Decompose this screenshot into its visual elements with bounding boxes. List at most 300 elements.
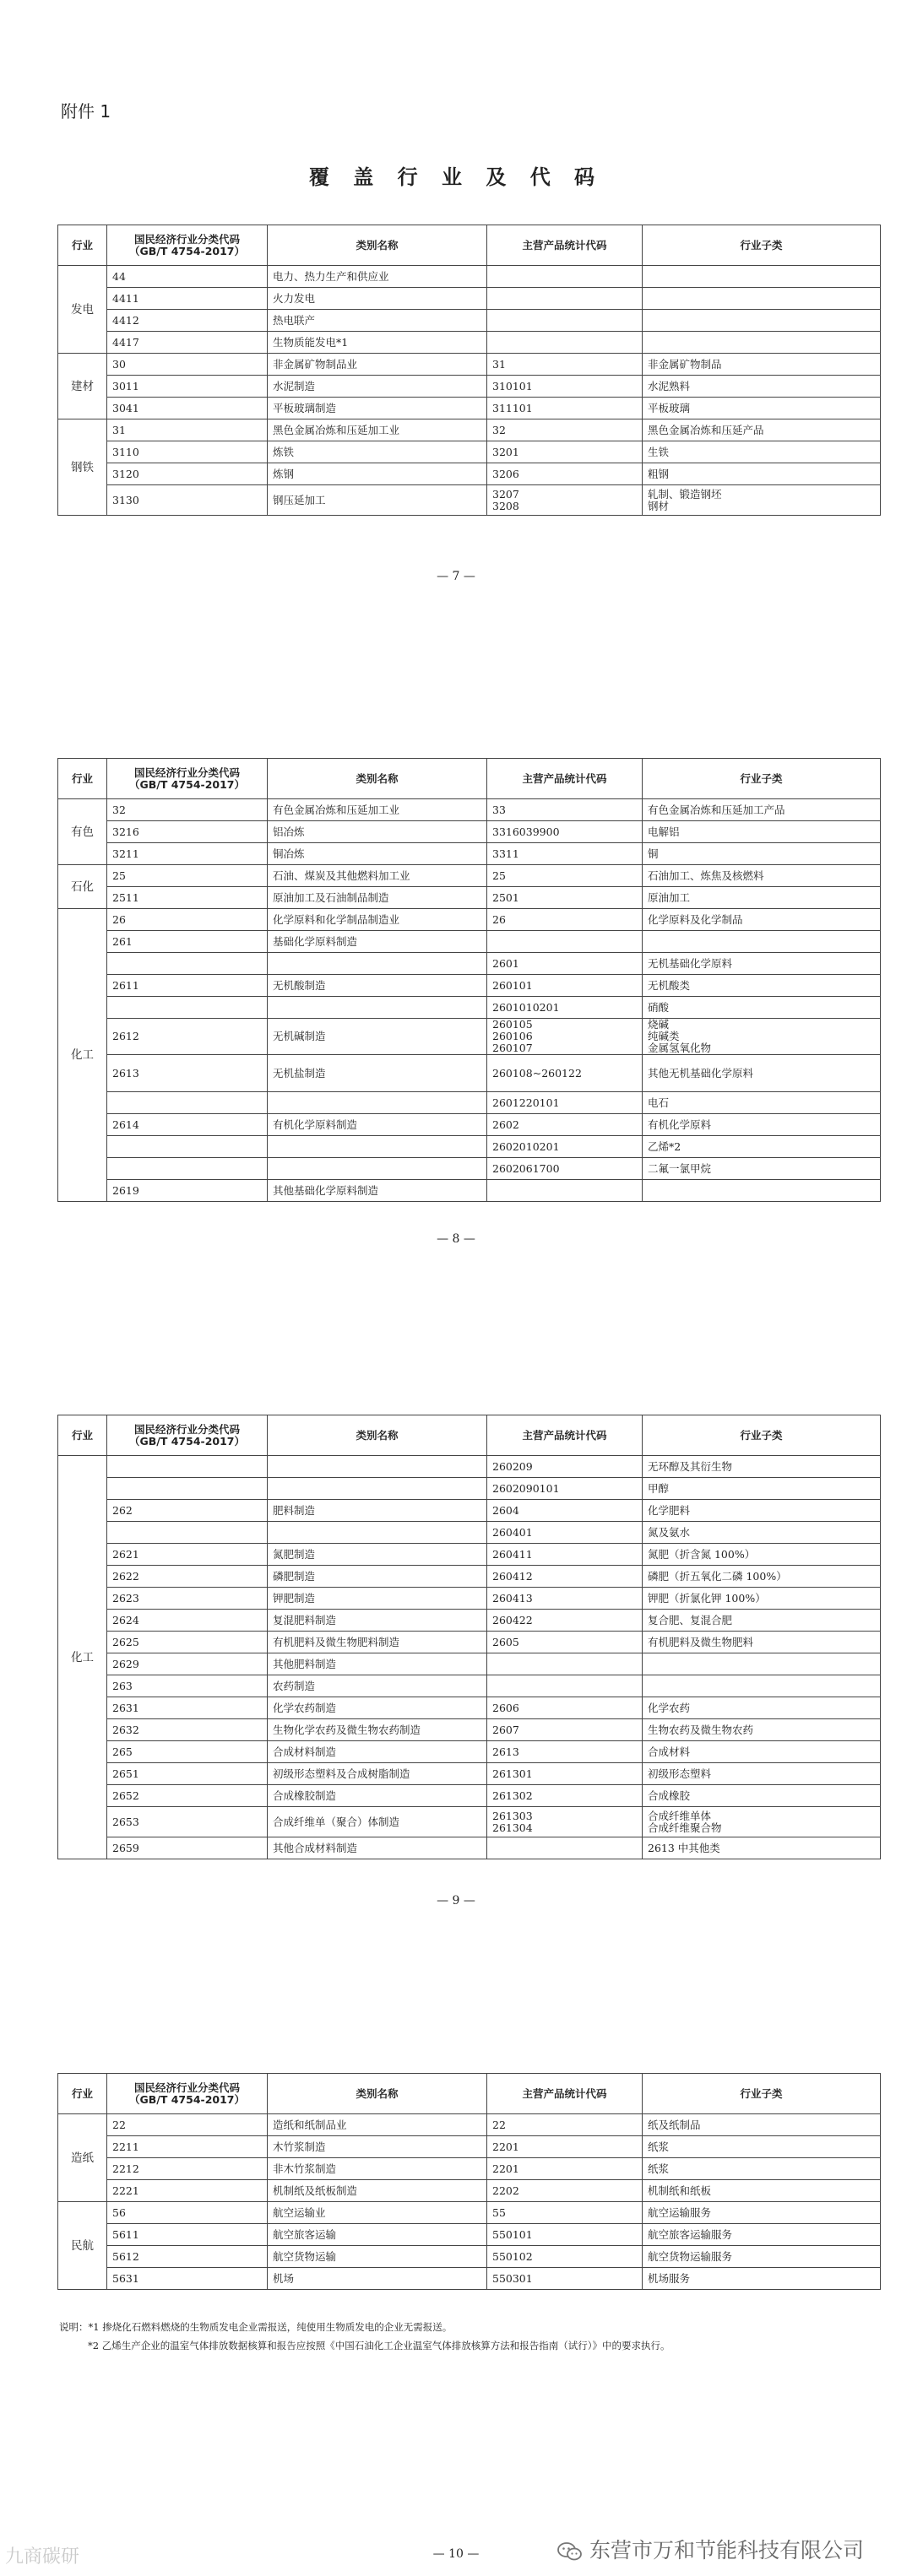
category-name-cell: 航空运输业	[268, 2202, 487, 2224]
header-stat: 主营产品统计代码	[487, 759, 643, 799]
note-1: 说明：*1 掺烧化石燃料燃烧的生物质发电企业需报送，纯使用生物质发电的企业无需报送。	[59, 2321, 453, 2333]
code-cell	[107, 953, 268, 975]
code-cell: 3011	[107, 376, 268, 398]
category-name-cell: 原油加工及石油制品制造	[268, 887, 487, 909]
subcategory-cell	[643, 1653, 881, 1675]
code-cell	[107, 1478, 268, 1500]
code-cell: 2623	[107, 1588, 268, 1610]
subcategory-cell: 航空运输服务	[643, 2202, 881, 2224]
document-title: 覆 盖 行 业 及 代 码	[308, 165, 604, 189]
code-cell: 2622	[107, 1566, 268, 1588]
table-row	[58, 2158, 881, 2180]
code-cell	[107, 1136, 268, 1158]
code-cell: 3130	[107, 485, 268, 516]
header-sub: 行业子类	[643, 1415, 881, 1456]
table-row	[58, 2180, 881, 2202]
category-name-cell: 非金属矿物制品业	[268, 354, 487, 376]
table-row	[58, 1807, 881, 1837]
industry-cell: 石化	[58, 865, 107, 909]
category-name-cell: 无机碱制造	[268, 1019, 487, 1055]
subcategory-cell: 有机肥料及微生物肥料	[643, 1632, 881, 1653]
stat-code-cell: 311101	[487, 398, 643, 419]
table-row	[58, 1632, 881, 1653]
stat-code-cell: 261302	[487, 1785, 643, 1807]
category-name-cell: 石油、煤炭及其他燃料加工业	[268, 865, 487, 887]
table-row	[58, 799, 881, 821]
table-row	[58, 843, 881, 865]
category-name-cell: 化学原料和化学制品制造业	[268, 909, 487, 931]
subcategory-cell: 其他无机基础化学原料	[643, 1055, 881, 1092]
code-cell: 4417	[107, 332, 268, 354]
category-name-cell: 电力、热力生产和供应业	[268, 266, 487, 288]
category-name-cell	[268, 1136, 487, 1158]
stat-code-cell: 33	[487, 799, 643, 821]
code-cell: 2621	[107, 1544, 268, 1566]
stat-code-cell: 32	[487, 419, 643, 441]
category-name-cell: 炼钢	[268, 463, 487, 485]
header-code	[107, 759, 268, 799]
table-row	[58, 2136, 881, 2158]
stat-code-cell: 260209	[487, 1456, 643, 1478]
watermark-company: 东营市万和节能科技有限公司	[589, 2538, 865, 2562]
header-industry: 行业	[58, 1415, 107, 1456]
subcategory-cell	[643, 310, 881, 332]
table-header-row	[58, 225, 881, 266]
industry-table-page-8	[57, 758, 881, 1202]
subcategory-cell: 合成纤维单体 合成纤维聚合物	[643, 1807, 881, 1837]
subcategory-cell: 烧碱 纯碱类 金属氢氧化物	[643, 1019, 881, 1055]
category-name-cell	[268, 1456, 487, 1478]
code-cell: 56	[107, 2202, 268, 2224]
annex-label: 附件 1	[61, 101, 111, 122]
stat-code-cell: 3316039900	[487, 821, 643, 843]
subcategory-cell: 氮及氨水	[643, 1522, 881, 1544]
stat-code-cell	[487, 288, 643, 310]
code-cell: 2613	[107, 1055, 268, 1092]
category-name-cell: 炼铁	[268, 441, 487, 463]
table-row	[58, 1610, 881, 1632]
notes	[59, 2318, 887, 2355]
subcategory-cell: 纸及纸制品	[643, 2114, 881, 2136]
stat-code-cell: 2607	[487, 1719, 643, 1741]
subcategory-cell: 磷肥（折五氧化二磷 100%）	[643, 1566, 881, 1588]
stat-code-cell: 55	[487, 2202, 643, 2224]
code-cell: 3110	[107, 441, 268, 463]
stat-code-cell	[487, 310, 643, 332]
subcategory-cell	[643, 288, 881, 310]
category-name-cell: 钢压延加工	[268, 485, 487, 516]
table-row	[58, 2114, 881, 2136]
category-name-cell: 无机酸制造	[268, 975, 487, 997]
code-cell	[107, 1092, 268, 1114]
category-name-cell: 合成纤维单（聚合）体制造	[268, 1807, 487, 1837]
stat-code-cell	[487, 1653, 643, 1675]
category-name-cell: 复混肥料制造	[268, 1610, 487, 1632]
category-name-cell: 初级形态塑料及合成树脂制造	[268, 1763, 487, 1785]
subcategory-cell: 粗钢	[643, 463, 881, 485]
subcategory-cell: 有机化学原料	[643, 1114, 881, 1136]
table-row	[58, 1114, 881, 1136]
category-name-cell: 航空旅客运输	[268, 2224, 487, 2246]
category-name-cell: 平板玻璃制造	[268, 398, 487, 419]
table-row	[58, 2202, 881, 2224]
code-cell: 44	[107, 266, 268, 288]
code-cell: 2631	[107, 1697, 268, 1719]
industry-cell: 发电	[58, 266, 107, 354]
category-name-cell: 有机化学原料制造	[268, 1114, 487, 1136]
code-cell: 2614	[107, 1114, 268, 1136]
subcategory-cell: 电解铝	[643, 821, 881, 843]
table-row	[58, 1785, 881, 1807]
stat-code-cell: 550102	[487, 2246, 643, 2268]
subcategory-cell: 石油加工、炼焦及核燃料	[643, 865, 881, 887]
table-header-row	[58, 1415, 881, 1456]
stat-code-cell: 2601220101	[487, 1092, 643, 1114]
table-row	[58, 953, 881, 975]
code-cell: 4411	[107, 288, 268, 310]
table-row	[58, 1456, 881, 1478]
subcategory-cell: 钾肥（折氯化钾 100%）	[643, 1588, 881, 1610]
code-cell	[107, 1522, 268, 1544]
table-row	[58, 1763, 881, 1785]
code-cell: 4412	[107, 310, 268, 332]
code-cell: 2212	[107, 2158, 268, 2180]
table-row	[58, 2224, 881, 2246]
subcategory-cell: 平板玻璃	[643, 398, 881, 419]
table-row	[58, 1092, 881, 1114]
code-cell: 2619	[107, 1180, 268, 1202]
subcategory-cell: 合成橡胶	[643, 1785, 881, 1807]
category-name-cell: 生物化学农药及微生物农药制造	[268, 1719, 487, 1741]
stat-code-cell	[487, 1675, 643, 1697]
table-row	[58, 1180, 881, 1202]
code-cell: 26	[107, 909, 268, 931]
stat-code-cell: 260413	[487, 1588, 643, 1610]
industry-cell: 化工	[58, 909, 107, 1202]
category-name-cell	[268, 1478, 487, 1500]
code-cell: 2652	[107, 1785, 268, 1807]
table-header-row	[58, 759, 881, 799]
header-code-line2: （GB/T 4754-2017）	[129, 244, 245, 257]
table-row	[58, 332, 881, 354]
category-name-cell	[268, 1092, 487, 1114]
code-cell: 262	[107, 1500, 268, 1522]
code-cell: 2629	[107, 1653, 268, 1675]
category-name-cell: 合成材料制造	[268, 1741, 487, 1763]
subcategory-cell: 航空旅客运输服务	[643, 2224, 881, 2246]
code-cell: 30	[107, 354, 268, 376]
stat-code-cell: 3201	[487, 441, 643, 463]
stat-code-cell	[487, 931, 643, 953]
watermark-left: 九商碳研	[5, 2546, 80, 2568]
table-row	[58, 1837, 881, 1859]
header-code-line2: （GB/T 4754-2017）	[129, 777, 245, 791]
table-row	[58, 1544, 881, 1566]
stat-code-cell	[487, 266, 643, 288]
category-name-cell: 黑色金属冶炼和压延加工业	[268, 419, 487, 441]
stat-code-cell: 550301	[487, 2268, 643, 2290]
table-row	[58, 1719, 881, 1741]
table-row	[58, 1500, 881, 1522]
subcategory-cell: 无机基础化学原料	[643, 953, 881, 975]
table-row	[58, 1055, 881, 1092]
subcategory-cell	[643, 266, 881, 288]
table-row	[58, 821, 881, 843]
subcategory-cell	[643, 1180, 881, 1202]
code-cell: 3216	[107, 821, 268, 843]
subcategory-cell: 乙烯*2	[643, 1136, 881, 1158]
category-name-cell: 机场	[268, 2268, 487, 2290]
page-number: — 7 —	[437, 570, 475, 583]
header-sub: 行业子类	[643, 225, 881, 266]
header-sub: 行业子类	[643, 2074, 881, 2114]
stat-code-cell: 31	[487, 354, 643, 376]
code-cell: 2624	[107, 1610, 268, 1632]
code-cell	[107, 997, 268, 1019]
stat-code-cell: 2602010201	[487, 1136, 643, 1158]
stat-code-cell	[487, 1180, 643, 1202]
header-code-line1: 国民经济行业分类代码	[133, 766, 240, 779]
stat-code-cell: 2605	[487, 1632, 643, 1653]
subcategory-cell: 生铁	[643, 441, 881, 463]
header-industry: 行业	[58, 2074, 107, 2114]
code-cell: 3211	[107, 843, 268, 865]
category-name-cell: 火力发电	[268, 288, 487, 310]
category-name-cell: 磷肥制造	[268, 1566, 487, 1588]
watermark-right	[557, 2534, 864, 2564]
subcategory-cell: 氮肥（折含氮 100%）	[643, 1544, 881, 1566]
header-industry: 行业	[58, 759, 107, 799]
stat-code-cell: 3311	[487, 843, 643, 865]
category-name-cell	[268, 997, 487, 1019]
category-name-cell: 氮肥制造	[268, 1544, 487, 1566]
subcategory-cell: 非金属矿物制品	[643, 354, 881, 376]
subcategory-cell: 无机酸类	[643, 975, 881, 997]
subcategory-cell: 铜	[643, 843, 881, 865]
stat-code-cell: 2613	[487, 1741, 643, 1763]
stat-code-cell: 260401	[487, 1522, 643, 1544]
category-name-cell: 其他基础化学原料制造	[268, 1180, 487, 1202]
note-2: *2 乙烯生产企业的温室气体排放数据核算和报告应按照《中国石油化工企业温室气体排放核算方法和报告指南（试行）》中的要求执行。	[88, 2340, 670, 2351]
code-cell: 261	[107, 931, 268, 953]
industry-cell: 建材	[58, 354, 107, 419]
stat-code-cell: 2501	[487, 887, 643, 909]
stat-code-cell: 260105 260106 260107	[487, 1019, 643, 1055]
stat-code-cell	[487, 1837, 643, 1859]
stat-code-cell: 2601	[487, 953, 643, 975]
header-code	[107, 2074, 268, 2114]
subcategory-cell	[643, 1675, 881, 1697]
table-row	[58, 485, 881, 516]
page-number: — 10 —	[432, 2547, 480, 2561]
industry-table-page-10	[57, 2073, 881, 2290]
table-row	[58, 1588, 881, 1610]
subcategory-cell: 合成材料	[643, 1741, 881, 1763]
table-row	[58, 1478, 881, 1500]
header-code-line1: 国民经济行业分类代码	[133, 232, 240, 246]
code-cell: 5612	[107, 2246, 268, 2268]
subcategory-cell: 原油加工	[643, 887, 881, 909]
stat-code-cell: 22	[487, 2114, 643, 2136]
page-number: — 9 —	[437, 1894, 475, 1908]
stat-code-cell: 2602090101	[487, 1478, 643, 1500]
stat-code-cell	[487, 332, 643, 354]
header-code	[107, 1415, 268, 1456]
industry-table-page-9	[57, 1415, 881, 1859]
category-name-cell: 铝冶炼	[268, 821, 487, 843]
header-stat: 主营产品统计代码	[487, 225, 643, 266]
code-cell: 2653	[107, 1807, 268, 1837]
header-code-line1: 国民经济行业分类代码	[133, 1422, 240, 1436]
code-cell: 265	[107, 1741, 268, 1763]
subcategory-cell: 有色金属冶炼和压延加工产品	[643, 799, 881, 821]
stat-code-cell: 3207 3208	[487, 485, 643, 516]
table-row	[58, 1019, 881, 1055]
subcategory-cell: 化学肥料	[643, 1500, 881, 1522]
category-name-cell: 铜冶炼	[268, 843, 487, 865]
code-cell: 22	[107, 2114, 268, 2136]
industry-cell: 化工	[58, 1456, 107, 1859]
code-cell: 2221	[107, 2180, 268, 2202]
table-row	[58, 931, 881, 953]
code-cell: 2611	[107, 975, 268, 997]
industry-cell: 钢铁	[58, 419, 107, 516]
category-name-cell: 其他肥料制造	[268, 1653, 487, 1675]
stat-code-cell: 2606	[487, 1697, 643, 1719]
subcategory-cell: 二氟一氯甲烷	[643, 1158, 881, 1180]
table-header-row	[58, 2074, 881, 2114]
category-name-cell: 热电联产	[268, 310, 487, 332]
code-cell: 2659	[107, 1837, 268, 1859]
page-number: — 8 —	[437, 1232, 475, 1246]
category-name-cell	[268, 1158, 487, 1180]
industry-table-page-7	[57, 225, 881, 516]
stat-code-cell: 260101	[487, 975, 643, 997]
stat-code-cell: 2202	[487, 2180, 643, 2202]
code-cell: 2632	[107, 1719, 268, 1741]
stat-code-cell: 260108~260122	[487, 1055, 643, 1092]
header-code-line2: （GB/T 4754-2017）	[129, 1434, 245, 1448]
stat-code-cell: 3206	[487, 463, 643, 485]
industry-cell: 造纸	[58, 2114, 107, 2202]
table-row	[58, 266, 881, 288]
stat-code-cell: 2201	[487, 2158, 643, 2180]
code-cell: 2511	[107, 887, 268, 909]
table-row	[58, 2246, 881, 2268]
header-category: 类别名称	[268, 225, 487, 266]
category-name-cell: 钾肥制造	[268, 1588, 487, 1610]
table-row	[58, 1653, 881, 1675]
header-code-line1: 国民经济行业分类代码	[133, 2081, 240, 2094]
category-name-cell: 有色金属冶炼和压延加工业	[268, 799, 487, 821]
table-row	[58, 975, 881, 997]
table-row	[58, 463, 881, 485]
subcategory-cell: 生物农药及微生物农药	[643, 1719, 881, 1741]
header-category: 类别名称	[268, 2074, 487, 2114]
category-name-cell: 机制纸及纸板制造	[268, 2180, 487, 2202]
stat-code-cell: 2602061700	[487, 1158, 643, 1180]
industry-cell: 有色	[58, 799, 107, 865]
subcategory-cell: 水泥熟料	[643, 376, 881, 398]
table-row	[58, 1566, 881, 1588]
category-name-cell: 其他合成材料制造	[268, 1837, 487, 1859]
code-cell: 3041	[107, 398, 268, 419]
subcategory-cell: 黑色金属冶炼和压延产品	[643, 419, 881, 441]
table-row	[58, 1158, 881, 1180]
category-name-cell: 生物质能发电*1	[268, 332, 487, 354]
table-row	[58, 441, 881, 463]
header-category: 类别名称	[268, 1415, 487, 1456]
stat-code-cell: 261301	[487, 1763, 643, 1785]
category-name-cell	[268, 953, 487, 975]
category-name-cell: 木竹浆制造	[268, 2136, 487, 2158]
code-cell: 25	[107, 865, 268, 887]
category-name-cell	[268, 1522, 487, 1544]
category-name-cell: 水泥制造	[268, 376, 487, 398]
category-name-cell: 有机肥料及微生物肥料制造	[268, 1632, 487, 1653]
code-cell: 2651	[107, 1763, 268, 1785]
table-row	[58, 419, 881, 441]
code-cell: 2612	[107, 1019, 268, 1055]
code-cell: 263	[107, 1675, 268, 1697]
stat-code-cell: 260411	[487, 1544, 643, 1566]
stat-code-cell: 310101	[487, 376, 643, 398]
subcategory-cell: 初级形态塑料	[643, 1763, 881, 1785]
table-row	[58, 376, 881, 398]
category-name-cell: 化学农药制造	[268, 1697, 487, 1719]
header-industry: 行业	[58, 225, 107, 266]
subcategory-cell	[643, 332, 881, 354]
code-cell	[107, 1456, 268, 1478]
subcategory-cell: 2613 中其他类	[643, 1837, 881, 1859]
header-sub: 行业子类	[643, 759, 881, 799]
code-cell: 5611	[107, 2224, 268, 2246]
table-row	[58, 288, 881, 310]
category-name-cell: 造纸和纸制品业	[268, 2114, 487, 2136]
table-row	[58, 2268, 881, 2290]
table-row	[58, 354, 881, 376]
code-cell: 31	[107, 419, 268, 441]
category-name-cell: 非木竹浆制造	[268, 2158, 487, 2180]
header-stat: 主营产品统计代码	[487, 1415, 643, 1456]
subcategory-cell: 航空货物运输服务	[643, 2246, 881, 2268]
header-stat: 主营产品统计代码	[487, 2074, 643, 2114]
code-cell: 5631	[107, 2268, 268, 2290]
subcategory-cell: 硝酸	[643, 997, 881, 1019]
header-code	[107, 225, 268, 266]
table-row	[58, 1136, 881, 1158]
code-cell: 3120	[107, 463, 268, 485]
code-cell: 2625	[107, 1632, 268, 1653]
subcategory-cell: 纸浆	[643, 2158, 881, 2180]
table-row	[58, 997, 881, 1019]
category-name-cell: 基础化学原料制造	[268, 931, 487, 953]
table-row	[58, 398, 881, 419]
subcategory-cell: 机场服务	[643, 2268, 881, 2290]
subcategory-cell: 轧制、锻造钢坯 钢材	[643, 485, 881, 516]
stat-code-cell: 261303 261304	[487, 1807, 643, 1837]
subcategory-cell: 无环醇及其衍生物	[643, 1456, 881, 1478]
subcategory-cell: 电石	[643, 1092, 881, 1114]
wechat-icon	[557, 2542, 583, 2561]
industry-cell: 民航	[58, 2202, 107, 2290]
stat-code-cell: 26	[487, 909, 643, 931]
stat-code-cell: 2601010201	[487, 997, 643, 1019]
category-name-cell: 肥料制造	[268, 1500, 487, 1522]
table-row	[58, 865, 881, 887]
code-cell: 2211	[107, 2136, 268, 2158]
table-row	[58, 1522, 881, 1544]
